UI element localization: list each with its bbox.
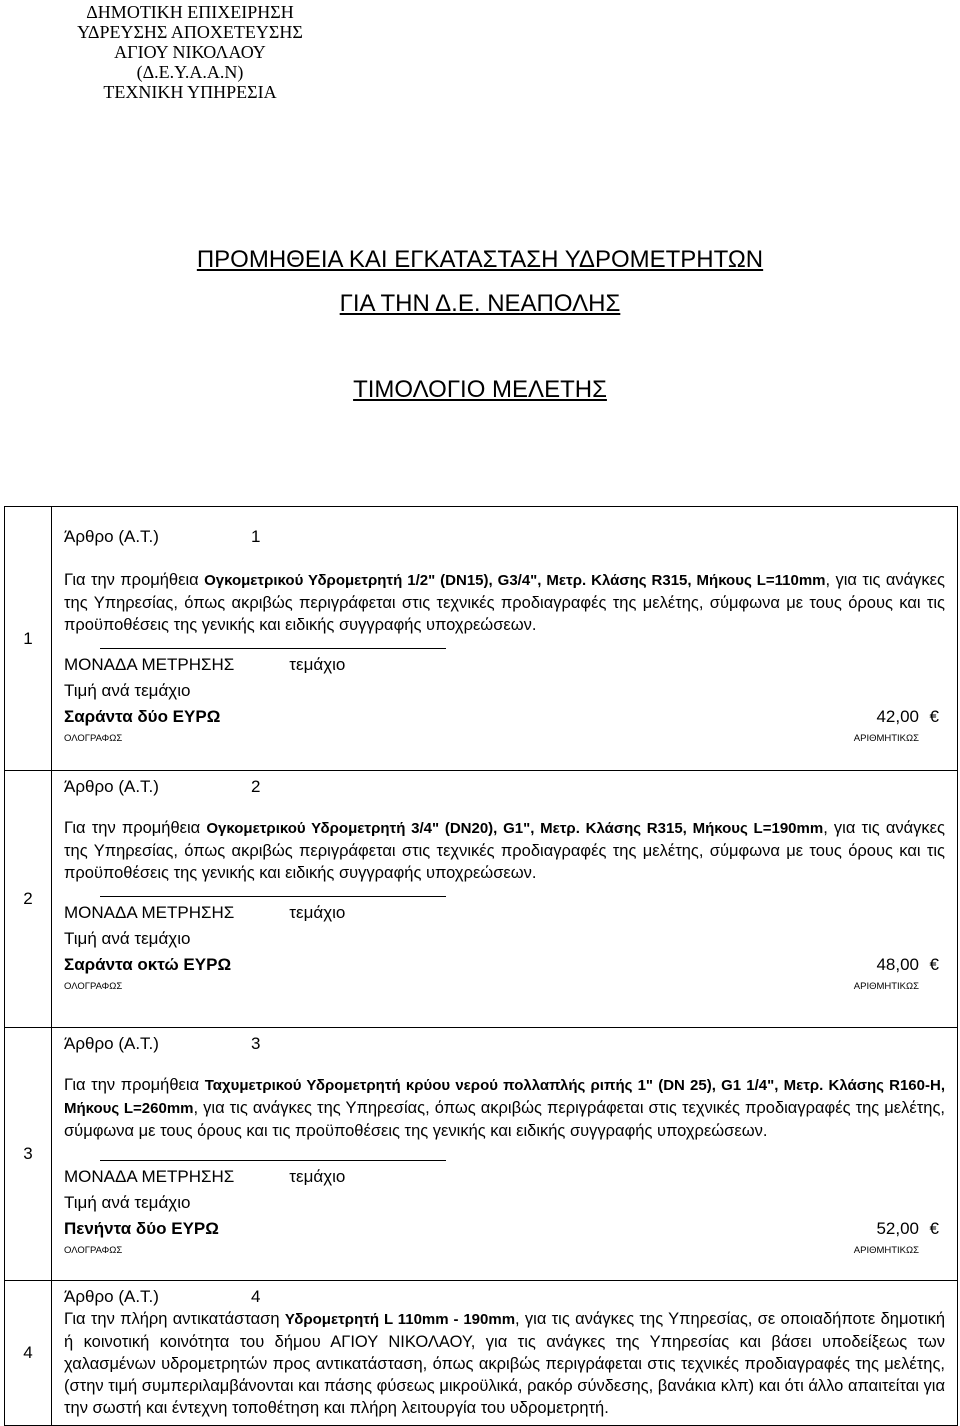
divider — [100, 1160, 446, 1161]
row-number: 4 — [5, 1281, 52, 1426]
header-line: ΑΓΙΟΥ ΝΙΚΟΛΑΟΥ — [114, 42, 266, 62]
project-title: ΠΡΟΜΗΘΕΙΑ ΚΑΙ ΕΓΚΑΤΑΣΤΑΣΗ ΥΔΡΟΜΕΤΡΗΤΩΝ — [196, 246, 764, 273]
header-line: ΤΕΧΝΙΚΗ ΥΠΗΡΕΣΙΑ — [103, 82, 277, 102]
article-heading — [64, 777, 957, 797]
unit-row: ΜΟΝΑΔΑ ΜΕΤΡΗΣΗΣ τεμάχιο — [64, 903, 346, 922]
price-amount: 48,00 — [876, 955, 919, 974]
table-row — [5, 1281, 958, 1426]
article-number: 4 — [250, 1287, 261, 1306]
table-row — [5, 771, 958, 1028]
item-description: Για την προμήθεια Ογκομετρικού Υδρομετρητή 1/2" (DN15), G3/4", Μετρ. Κλάσης R315, Μήκους L=110mm, για τις ανάγκες της Υπηρεσίας, όπως ακριβώς περιγράφεται στις τεχνικές προδιαγραφές της μελέτης, σύμφωνα με τους όρους και τις προϋποθέσεις της γενικής και ειδικής συγγραφής υποχρεώσεων. — [64, 571, 945, 634]
item-cell — [52, 771, 958, 1028]
unit-row: ΜΟΝΑΔΑ ΜΕΤΡΗΣΗΣ τεμάχιο — [64, 1167, 346, 1186]
euro-icon: € — [929, 707, 939, 726]
document-title: ΤΙΜΟΛΟΓΙΟ ΜΕΛΕΤΗΣ — [353, 376, 607, 403]
row-number: 1 — [5, 507, 52, 771]
item-cell — [52, 1028, 958, 1281]
price-per-unit: Τιμή ανά τεμάχιο — [64, 1193, 191, 1212]
price-amount: 52,00 — [876, 1219, 919, 1238]
item-description: Για την προμήθεια Ογκομετρικού Υδρομετρητή 3/4" (DN20), G1", Μετρ. Κλάσης R315, Μήκους L=190mm, για τις ανάγκες της Υπηρεσίας, όπως ακριβώς περιγράφεται στις τεχνικές προδιαγραφές της μελέτης, σύμφωνα με τους όρους και τις προϋποθέσεις της γενικής και ειδικής συγγραφής υποχρεώσεων. — [64, 819, 945, 882]
article-number: 3 — [250, 1034, 261, 1053]
article-label: Άρθρο (Α.Τ.) — [64, 777, 159, 796]
price-per-unit: Τιμή ανά τεμάχιο — [64, 929, 191, 948]
item-description: Για την προμήθεια Ταχυμετρικού Υδρομετρητή κρύου νερού πολλαπλής ριπής 1" (DN 25), G1 1/4", Μετρ. Κλάσης R160-H, Μήκους L=260mm, για τις ανάγκες της Υπηρεσίας, όπως ακριβώς περιγράφεται στις τεχνικές προδιαγραφές της μελέτης, σύμφωνα με τους όρους και τις προϋποθέσεις της γενικής και ειδικής συγγραφής υποχρεώσεων. — [64, 1076, 946, 1140]
divider — [100, 648, 446, 649]
price-amount: 42,00 — [876, 707, 919, 726]
item-cell — [52, 507, 958, 771]
row-number: 3 — [5, 1028, 52, 1281]
article-number: 2 — [250, 777, 261, 796]
price-captions: ΟΛΟΓΡΑΦΩΣ ΑΡΙΘΜΗΤΙΚΩΣ — [64, 1245, 919, 1256]
article-number: 1 — [250, 527, 261, 546]
row-number: 2 — [5, 771, 52, 1028]
article-label: Άρθρο (Α.Τ.) — [64, 1034, 159, 1053]
header-line: (Δ.Ε.Υ.Α.Α.Ν) — [136, 62, 244, 82]
price-list-table — [4, 506, 958, 1426]
price-captions: ΟΛΟΓΡΑΦΩΣ ΑΡΙΘΜΗΤΙΚΩΣ — [64, 733, 919, 744]
project-subtitle: ΓΙΑ ΤΗΝ Δ.Ε. ΝΕΑΠΟΛΗΣ — [339, 290, 621, 317]
table-row — [5, 507, 958, 771]
price-in-words: Σαράντα οκτώ ΕΥΡΩ 48,00 € — [64, 955, 939, 974]
euro-icon: € — [929, 955, 939, 974]
unit-row: ΜΟΝΑΔΑ ΜΕΤΡΗΣΗΣ τεμάχιο — [64, 655, 346, 674]
article-label: Άρθρο (Α.Τ.) — [64, 1287, 159, 1306]
organization-header — [60, 2, 320, 102]
item-cell — [52, 1281, 958, 1426]
price-in-words: Σαράντα δύο ΕΥΡΩ 42,00 € — [64, 707, 939, 726]
article-label: Άρθρο (Α.Τ.) — [64, 527, 159, 546]
price-in-words: Πενήντα δύο ΕΥΡΩ 52,00 € — [64, 1219, 939, 1238]
price-per-unit: Τιμή ανά τεμάχιο — [64, 681, 191, 700]
price-captions: ΟΛΟΓΡΑΦΩΣ ΑΡΙΘΜΗΤΙΚΩΣ — [64, 981, 919, 992]
table-row — [5, 1028, 958, 1281]
article-heading — [64, 1034, 957, 1054]
euro-icon: € — [929, 1219, 939, 1238]
item-description: Για την πλήρη αντικατάσταση Υδρομετρητή L 110mm - 190mm, για τις ανάγκες της Υπηρεσίας, σε οποιαδήποτε δημοτική ή κοινοτική κοινότητα του δήμου ΑΓΙΟΥ ΝΙΚΟΛΑΟΥ, για τις ανάγκες της Υπηρεσίας και βάσει υποδείξεως των χαλασμένων υδρομετρητών προς αντικατάσταση, όπως ακριβώς περιγράφεται στις τεχνικές προδιαγραφές της μελέτης, (στην τιμή συμπεριλαμβάνονται και πάσης φύσεως μικροϋλικά, ρακόρ σύνδεσης, βανάκια κλπ) και ότι άλλο απαιτείται για την σωστή και έντεχνη τοποθέτηση και πλήρη λειτουργία του υδρομετρητή. — [64, 1310, 945, 1417]
header-line: ΔΗΜΟΤΙΚΗ ΕΠΙΧΕΙΡΗΣΗ — [86, 2, 294, 22]
header-line: ΥΔΡΕΥΣΗΣ ΑΠΟΧΕΤΕΥΣΗΣ — [77, 22, 303, 42]
divider — [100, 896, 446, 897]
article-heading — [64, 1287, 957, 1307]
article-heading — [64, 527, 957, 547]
